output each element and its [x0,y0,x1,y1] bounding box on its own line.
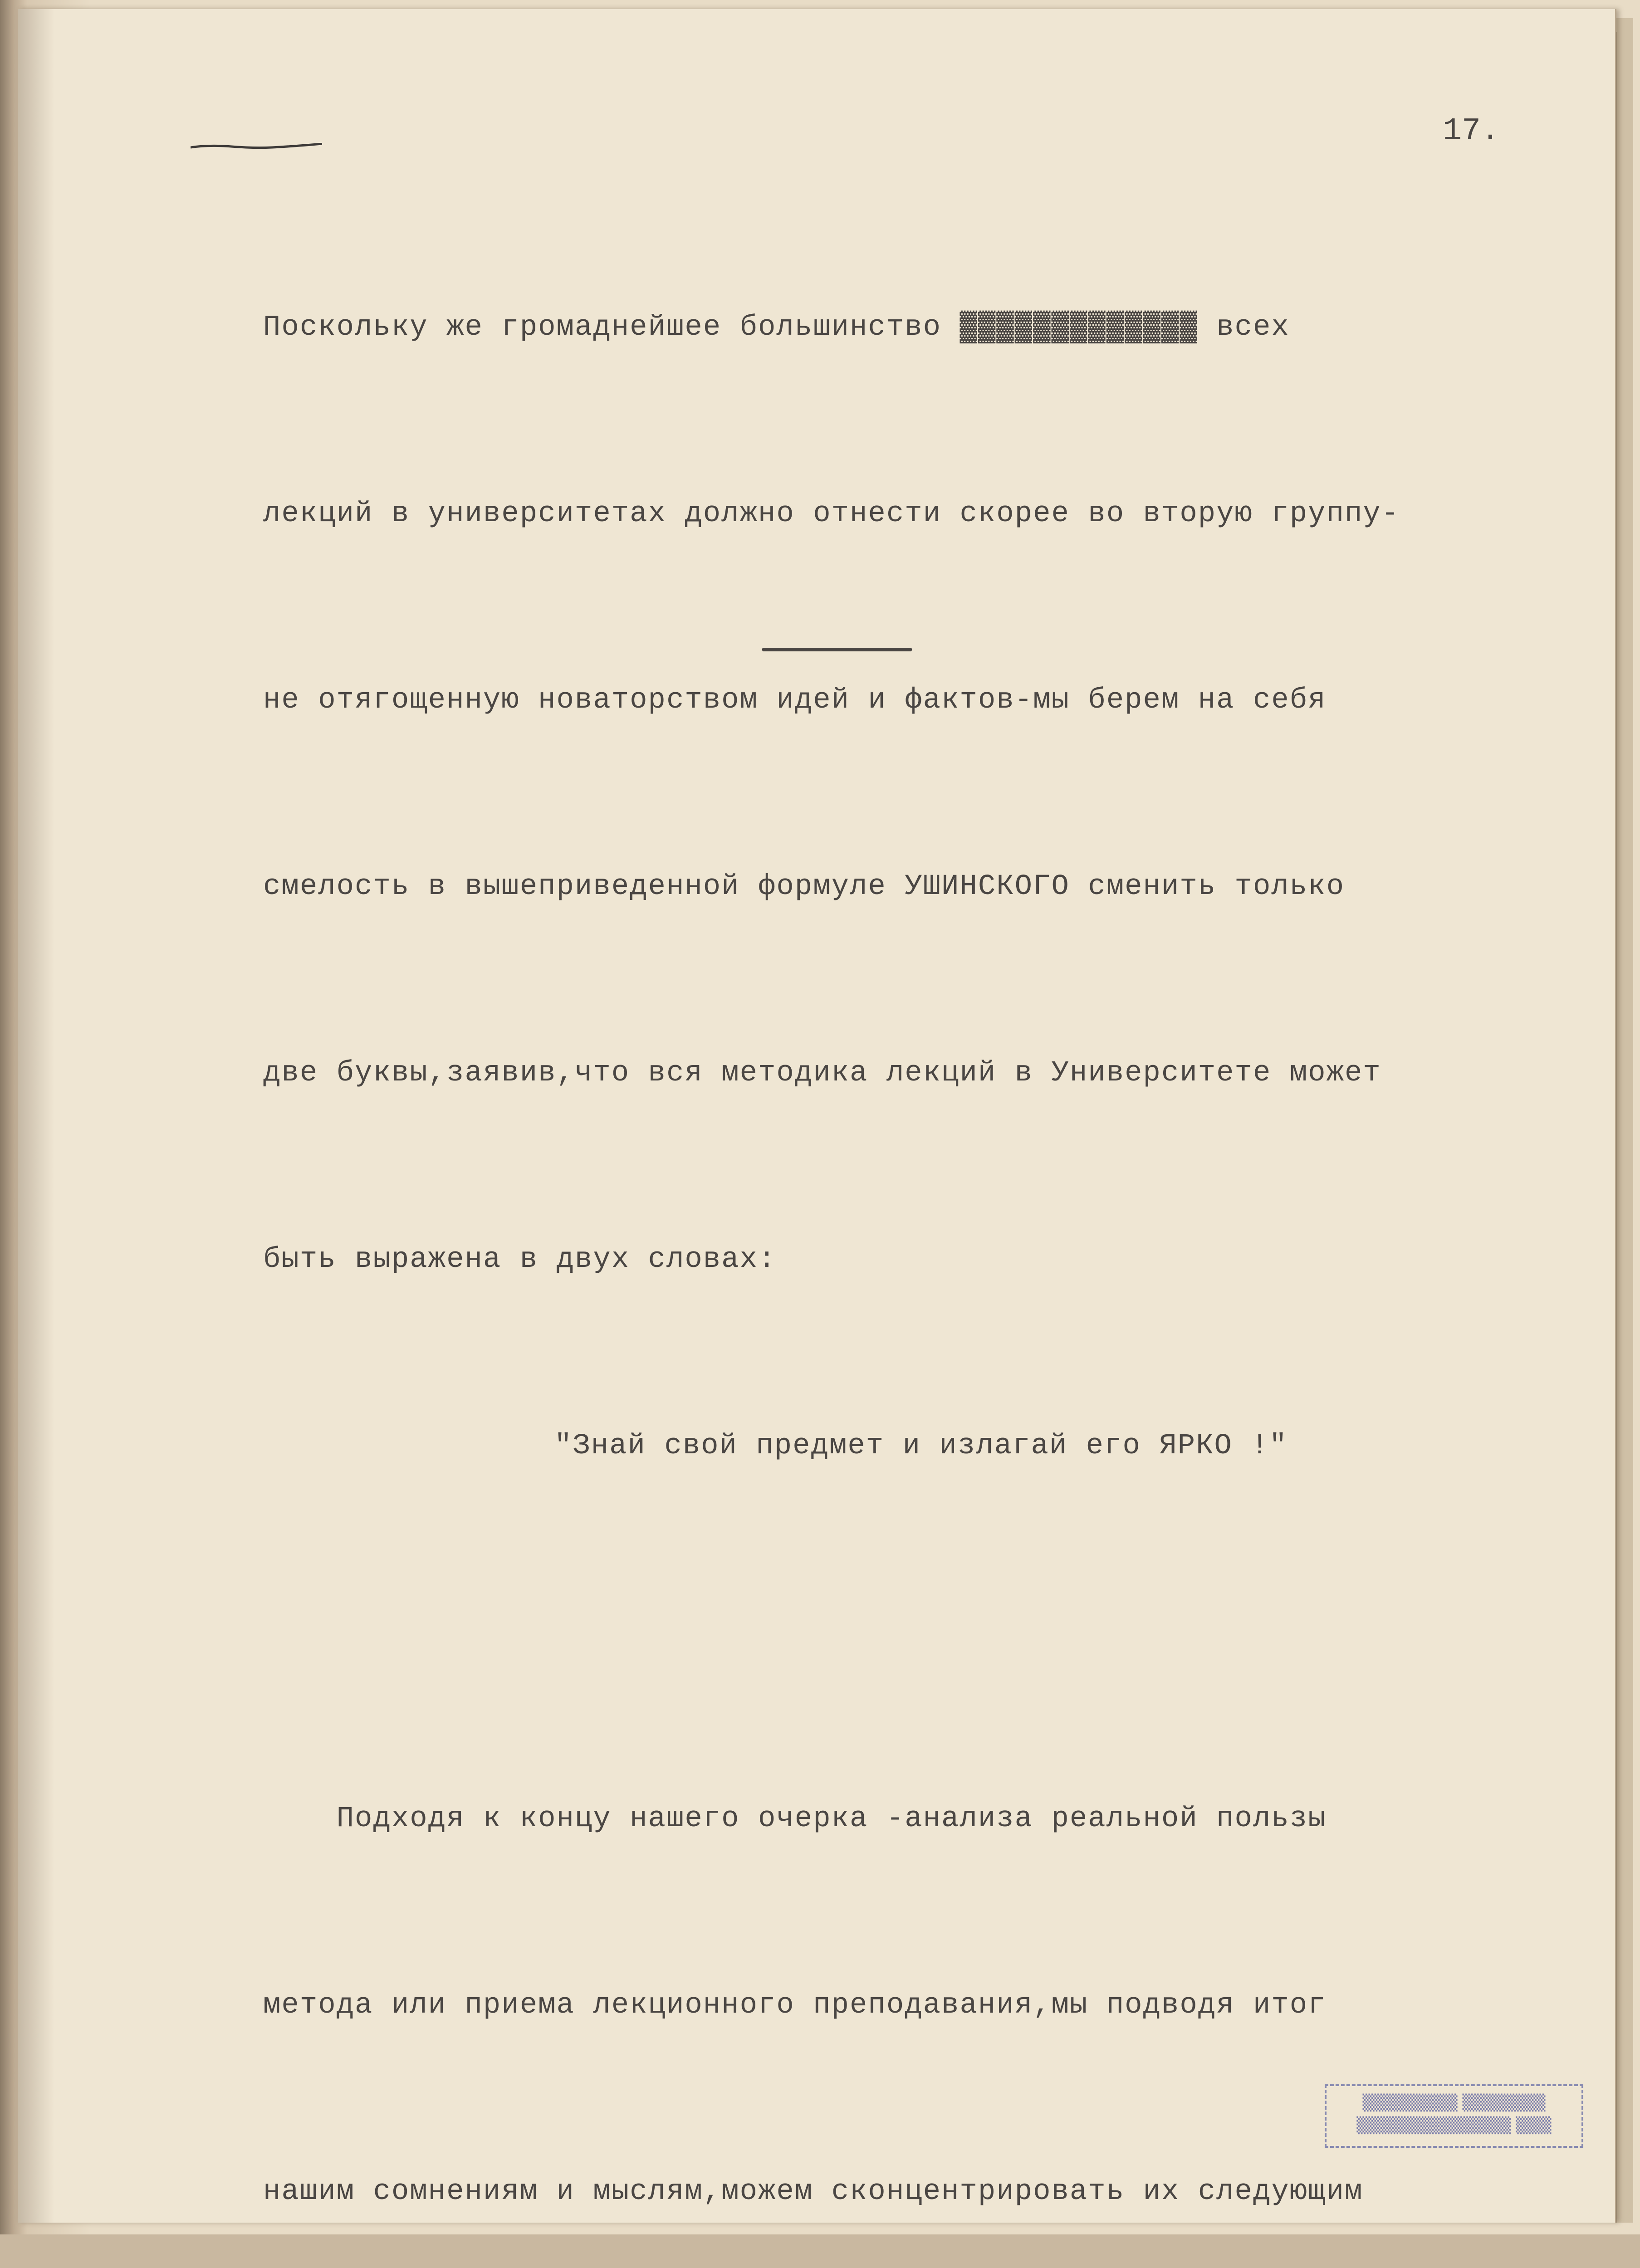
page-shadow [18,9,54,2223]
text-line: лекций в университетах должно отнести скорее во вторую группу- [263,498,1400,530]
section-divider [762,648,912,651]
quote-line: "Знай свой предмет и излагай его ЯРКО !" [554,1430,1288,1462]
text-line: две буквы,заявив,что вся методика лекций в Университете может [263,1057,1381,1090]
pencil-mark [191,143,322,150]
text-line: метода или приема лекционного преподавания,мы подводя итог [263,1989,1327,2022]
text-line: Поскольку же громаднейшее большинство ▓▓▓▓▓▓▓▓▓▓▓▓▓ всех [263,311,1290,344]
text-line: смелость в вышеприведенной формуле УШИНСКОГО сменить только [263,870,1345,903]
text-line: быть выражена в двух словах: [263,1243,777,1276]
page-number: 17. [1443,113,1500,149]
blank-line [263,1602,1579,1664]
stamp-line: ▒▒▒▒▒▒▒▒▒▒▒▒▒ ▒▒▒ [1356,2116,1552,2135]
typewritten-text [263,172,1579,2268]
text-line: нашим сомнениям и мыслям,можем сконцентрировать их следующим [263,2175,1363,2208]
archive-stamp [1325,2084,1583,2148]
text-line: не отягощенную новаторством идей и фактов-мы берем на себя [263,684,1327,717]
stamp-line: ▒▒▒▒▒▒▒▒ ▒▒▒▒▒▒▒ [1362,2094,1546,2112]
text-line: Подходя к концу нашего очерка -анализа реальной пользы [263,1803,1327,1835]
document-page [18,9,1616,2223]
